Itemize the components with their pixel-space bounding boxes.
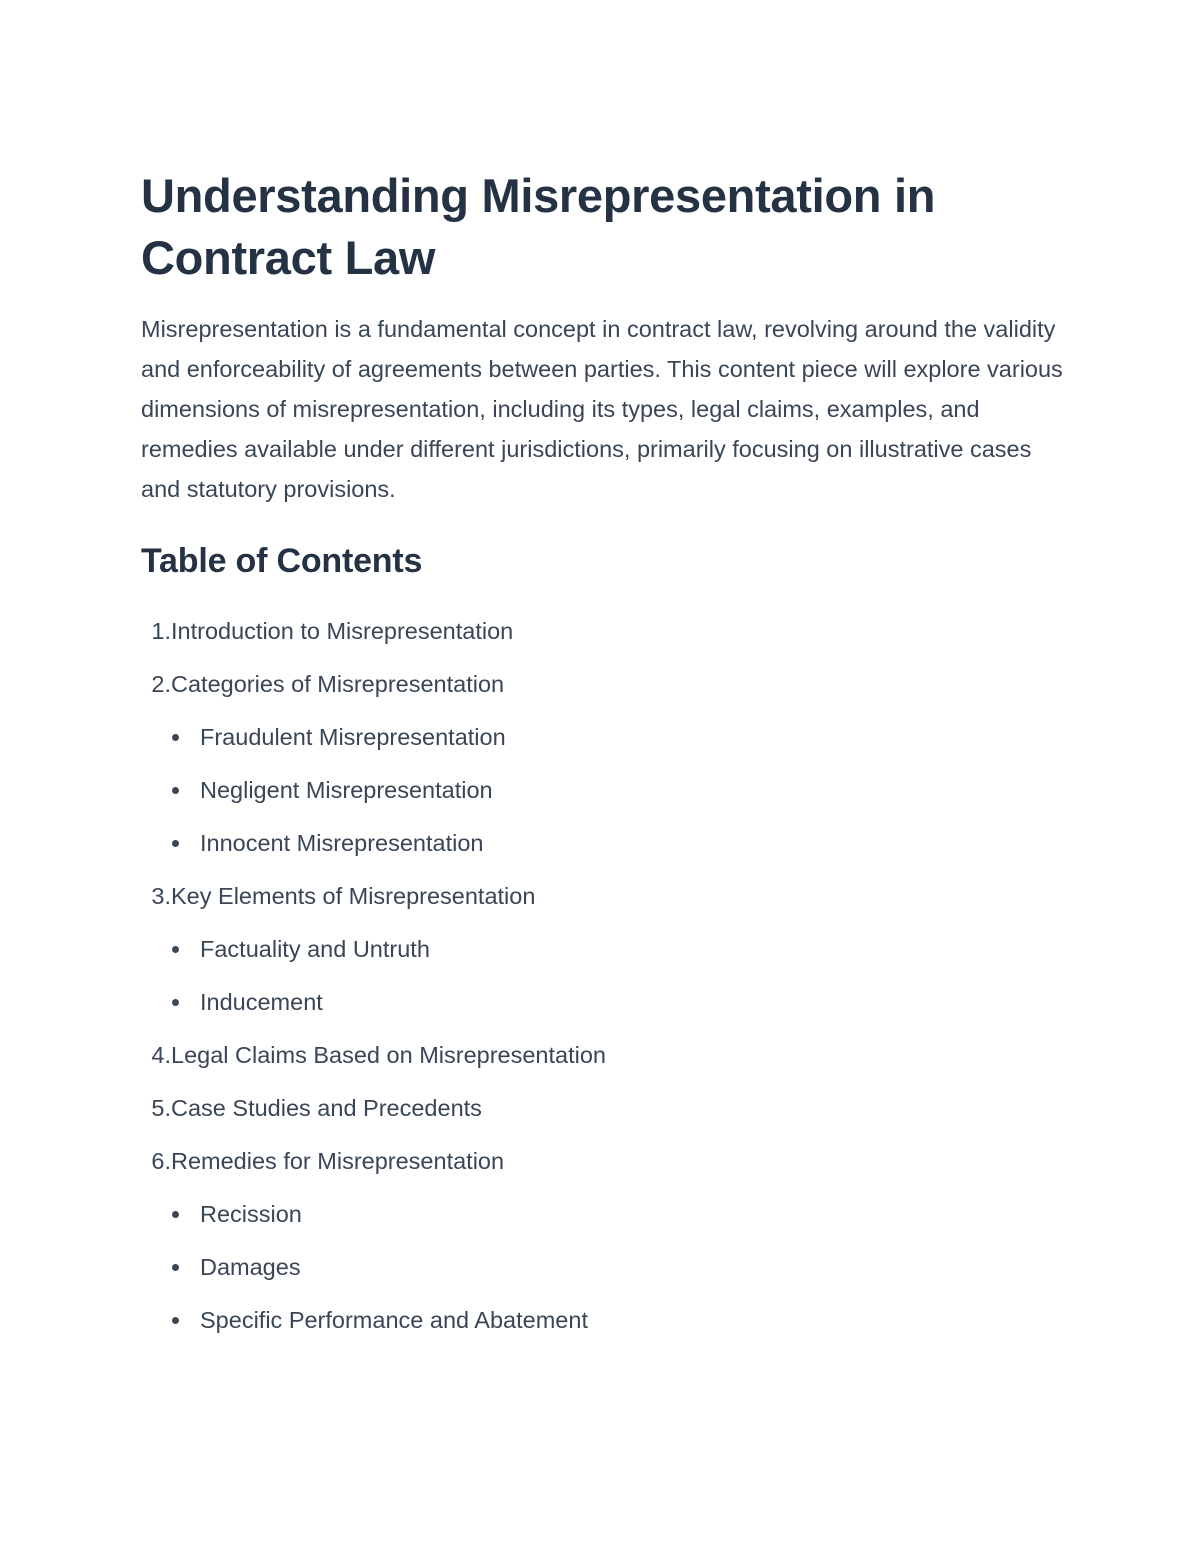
toc-number: 1. bbox=[151, 618, 171, 644]
toc-subitem bbox=[141, 711, 1071, 764]
toc-subitem-label: Negligent Misrepresentation bbox=[200, 777, 493, 803]
toc-label: Introduction to Misrepresentation bbox=[171, 618, 514, 644]
toc-subitem-label: Damages bbox=[200, 1254, 301, 1280]
toc-subitem-label: Inducement bbox=[200, 989, 323, 1015]
toc-subitem bbox=[141, 1294, 1071, 1347]
toc-item bbox=[141, 1029, 1071, 1082]
bullet-icon bbox=[172, 1317, 179, 1324]
toc-subitem bbox=[141, 1241, 1071, 1294]
toc-entry bbox=[141, 1082, 1071, 1135]
toc-label: Case Studies and Precedents bbox=[171, 1095, 482, 1121]
bullet-icon bbox=[172, 946, 179, 953]
table-of-contents bbox=[141, 605, 1071, 1347]
toc-item bbox=[141, 658, 1071, 870]
toc-subitem-label: Fraudulent Misrepresentation bbox=[200, 724, 506, 750]
bullet-icon bbox=[172, 1211, 179, 1218]
bullet-icon bbox=[172, 840, 179, 847]
toc-number: 2. bbox=[151, 671, 171, 697]
toc-label: Legal Claims Based on Misrepresentation bbox=[171, 1042, 606, 1068]
toc-subitem-label: Specific Performance and Abatement bbox=[200, 1307, 588, 1333]
bullet-icon bbox=[172, 787, 179, 794]
toc-subitem bbox=[141, 1188, 1071, 1241]
toc-label: Key Elements of Misrepresentation bbox=[171, 883, 536, 909]
toc-item bbox=[141, 870, 1071, 1029]
toc-entry bbox=[141, 658, 1071, 711]
toc-number: 6. bbox=[151, 1148, 171, 1174]
toc-subitem bbox=[141, 817, 1071, 870]
toc-sublist bbox=[141, 923, 1071, 1029]
toc-sublist bbox=[141, 1188, 1071, 1347]
toc-item bbox=[141, 1135, 1071, 1347]
bullet-icon bbox=[172, 1264, 179, 1271]
document-title: Understanding Misrepresentation in Contract Law bbox=[141, 169, 936, 284]
toc-subitem-label: Factuality and Untruth bbox=[200, 936, 430, 962]
toc-label: Categories of Misrepresentation bbox=[171, 671, 505, 697]
toc-heading: Table of Contents bbox=[141, 542, 423, 580]
bullet-icon bbox=[172, 999, 179, 1006]
toc-number: 4. bbox=[151, 1042, 171, 1068]
toc-entry bbox=[141, 870, 1071, 923]
toc-subitem bbox=[141, 976, 1071, 1029]
toc-subitem-label: Recission bbox=[200, 1201, 302, 1227]
toc-entry bbox=[141, 1029, 1071, 1082]
toc-label: Remedies for Misrepresentation bbox=[171, 1148, 505, 1174]
toc-number: 3. bbox=[151, 883, 171, 909]
toc-subitem-label: Innocent Misrepresentation bbox=[200, 830, 484, 856]
toc-number: 5. bbox=[151, 1095, 171, 1121]
toc-sublist bbox=[141, 711, 1071, 870]
toc-subitem bbox=[141, 764, 1071, 817]
toc-item bbox=[141, 1082, 1071, 1135]
toc-entry bbox=[141, 605, 1071, 658]
document-content bbox=[141, 165, 1071, 1347]
bullet-icon bbox=[172, 734, 179, 741]
toc-item bbox=[141, 605, 1071, 658]
toc-entry bbox=[141, 1135, 1071, 1188]
toc-subitem bbox=[141, 923, 1071, 976]
intro-paragraph: Misrepresentation is a fundamental concept in contract law, revolving around the validity and enforceability of agreements between parties. This content piece will explore various dimensions of misrepresentation, including its types, legal claims, examples, and remedies available under different jurisdictions, primarily focusing on illustrative cases and statutory provisions. bbox=[141, 316, 1063, 502]
